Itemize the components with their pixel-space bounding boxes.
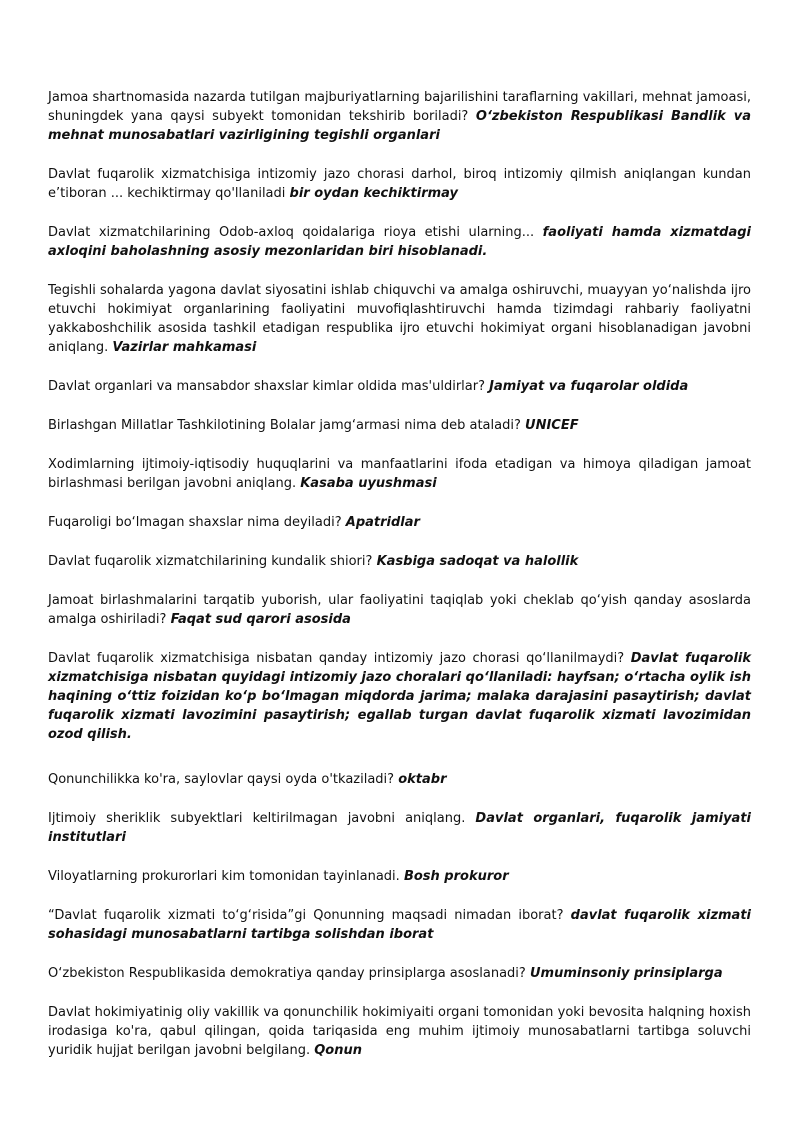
question-text: Viloyatlarning prokurorlari kim tomonidan tayinlanadi. xyxy=(48,869,400,884)
question-text: “Davlat fuqarolik xizmati to‘g‘risida”gi Qonunning maqsadi nimadan iborat? xyxy=(48,908,564,923)
qa-item-4 xyxy=(48,281,751,357)
qa-item-11 xyxy=(48,649,751,744)
question-text: Davlat organlari va mansabdor shaxslar kimlar oldida mas'uldirlar? xyxy=(48,379,486,394)
answer-text: Davlat fuqarolik xizmatchisiga nisbatan quyidagi intizomiy jazo choralari qo‘llaniladi: hayfsan; o‘rtacha oylik ish haqining o‘ttiz foizidan ko‘p bo‘lmagan miqdorda jarima; malaka darajasini pasaytirish; davlat fuqarolik xizmati lavozimini pasaytirish; egallab turgan davlat fuqarolik xizmati lavozimidan ozod qilish. xyxy=(48,651,751,742)
question-text: Davlat fuqarolik xizmatchisiga nisbatan qanday intizomiy jazo chorasi qo‘llanilmaydi? xyxy=(48,651,625,666)
question-text: Jamoa shartnomasida nazarda tutilgan majburiyatlarning bajarilishini taraflarning vakillari, mehnat jamoasi, shuningdek yana qaysi subyekt tomonidan tekshirib boriladi? xyxy=(48,90,751,124)
qa-item-8 xyxy=(48,513,751,532)
answer-text: O‘zbekiston Respublikasi Bandlik va mehnat munosabatlari vazirligining tegishli organlari xyxy=(48,109,751,143)
answer-text: Vazirlar mahkamasi xyxy=(112,340,257,355)
answer-text: UNICEF xyxy=(525,418,579,433)
question-text: Ijtimoiy sheriklik subyektlari keltirilmagan javobni aniqlang. xyxy=(48,811,466,826)
question-text: Davlat xizmatchilarining Odob-axloq qoidalariga rioya etishi ularning... xyxy=(48,225,535,240)
qa-item-2 xyxy=(48,165,751,203)
qa-item-17 xyxy=(48,1003,751,1060)
question-text: Davlat fuqarolik xizmatchisiga intizomiy jazo chorasi darhol, biroq intizomiy qilmish aniqlangan kundan e’tiboran ... kechiktirmay qo'llaniladi xyxy=(48,167,751,201)
qa-item-7 xyxy=(48,455,751,493)
answer-text: Apatridlar xyxy=(345,515,420,530)
answer-text: Qonun xyxy=(314,1043,362,1058)
document-page xyxy=(48,88,751,1080)
answer-text: Davlat organlari, fuqarolik jamiyati institutlari xyxy=(48,811,751,845)
answer-text: Faqat sud qarori asosida xyxy=(170,612,351,627)
question-text: Fuqaroligi bo‘lmagan shaxslar nima deyiladi? xyxy=(48,515,342,530)
qa-item-1 xyxy=(48,88,751,145)
question-text: Jamoat birlashmalarini tarqatib yuborish, ular faoliyatini taqiqlab yoki cheklab qo‘yish qanday asoslarda amalga oshiriladi? xyxy=(48,593,751,627)
qa-item-10 xyxy=(48,591,751,629)
qa-item-14 xyxy=(48,867,751,886)
qa-item-5 xyxy=(48,377,751,396)
qa-item-9 xyxy=(48,552,751,571)
answer-text: bir oydan kechiktirmay xyxy=(289,186,459,201)
qa-item-16 xyxy=(48,964,751,983)
question-text: O‘zbekiston Respublikasida demokratiya qanday prinsiplarga asoslanadi? xyxy=(48,966,526,981)
answer-text: davlat fuqarolik xizmati sohasidagi munosabatlarni tartibga solishdan iborat xyxy=(48,908,751,942)
qa-item-13 xyxy=(48,809,751,847)
question-text: Tegishli sohalarda yagona davlat siyosatini ishlab chiquvchi va amalga oshiruvchi, muayyan yo‘nalishda ijro etuvchi hokimiyat organlarining faoliyatini muvofiqlashtiruvchi hamda tizimdagi rahbariy faoliyatni yakkaboshchilik asosida tashkil etadigan respublika ijro etuvchi hokimiyat organi hisoblanadigan javobni aniqlang. xyxy=(48,283,751,355)
answer-text: Kasbiga sadoqat va halollik xyxy=(376,554,579,569)
question-text: Davlat fuqarolik xizmatchilarining kundalik shiori? xyxy=(48,554,373,569)
question-text: Davlat hokimiyatinig oliy vakillik va qonunchilik hokimiyaiti organi tomonidan yoki bevosita halqning hoxish irodasiga ko'ra, qabul qilingan, qoida tariqasida eng muhim ijtimoiy munosabatlarni tartibga soluvchi yuridik hujjat berilgan javobni belgilang. xyxy=(48,1005,751,1058)
question-text: Xodimlarning ijtimoiy-iqtisodiy huquqlarini va manfaatlarini ifoda etadigan va himoya qiladigan jamoat birlashmasi berilgan javobni aniqlang. xyxy=(48,457,751,491)
question-text: Birlashgan Millatlar Tashkilotining Bolalar jamg‘armasi nima deb ataladi? xyxy=(48,418,521,433)
question-text: Qonunchilikka ko'ra, saylovlar qaysi oyda o'tkaziladi? xyxy=(48,772,395,787)
qa-item-3 xyxy=(48,223,751,261)
answer-text: oktabr xyxy=(398,772,447,787)
qa-item-6 xyxy=(48,416,751,435)
answer-text: faoliyati hamda xizmatdagi axloqini baholashning asosiy mezonlaridan biri hisoblanadi. xyxy=(48,225,751,259)
qa-item-15 xyxy=(48,906,751,944)
qa-item-12 xyxy=(48,770,751,789)
answer-text: Umuminsoniy prinsiplarga xyxy=(529,966,723,981)
answer-text: Kasaba uyushmasi xyxy=(300,476,437,491)
answer-text: Jamiyat va fuqarolar oldida xyxy=(489,379,689,394)
answer-text: Bosh prokuror xyxy=(403,869,509,884)
